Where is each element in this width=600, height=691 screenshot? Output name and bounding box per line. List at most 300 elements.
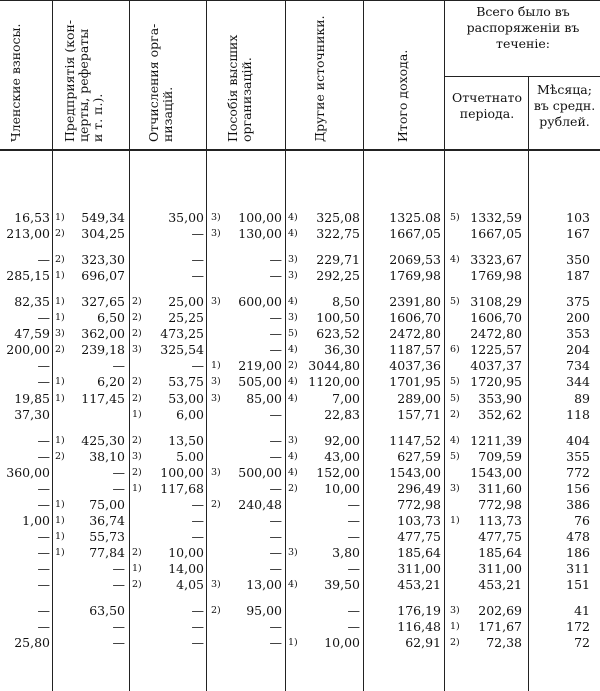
- cell-o: 13,50: [168, 432, 204, 448]
- footnote-marker: 2): [450, 637, 460, 649]
- footnote-marker: 3): [211, 212, 221, 223]
- cell-d: 22,83: [324, 406, 360, 422]
- cell-d: 7,00: [332, 390, 360, 406]
- group-header-rule: [444, 76, 600, 77]
- cell-p: 55,73: [89, 528, 125, 544]
- footnote-marker: 1): [55, 312, 65, 324]
- cell-s: 100,00: [238, 210, 282, 225]
- footnote-marker: 1): [450, 621, 460, 633]
- footnote-marker: 1): [55, 498, 65, 510]
- cell-m: 16,53: [14, 210, 50, 225]
- footnote-marker: 1): [55, 546, 65, 558]
- cell-t: 1325.08: [389, 210, 441, 225]
- cell-r: 311,00: [478, 561, 522, 576]
- cell-t: 2391,80: [389, 294, 441, 310]
- cell-t: 1667,05: [389, 226, 441, 242]
- cell-p: 323,30: [81, 252, 125, 268]
- table-row: [0, 449, 600, 465]
- footnote-marker: 4): [288, 450, 298, 462]
- cell-r: 185,64: [478, 544, 522, 560]
- cell-r: 709,59: [478, 448, 522, 464]
- cell-mo: 355: [566, 448, 590, 464]
- cell-t: 4037,36: [389, 358, 441, 374]
- cell-p: 362,00: [81, 326, 125, 342]
- cell-d: 10,00: [324, 635, 360, 651]
- cell-t: 453,21: [397, 577, 441, 593]
- cell-d: —: [347, 528, 360, 544]
- cell-r: 3323,67: [470, 252, 522, 268]
- cell-m: —: [37, 528, 50, 544]
- cell-d: 3,80: [332, 544, 360, 560]
- cell-r: 3108,29: [470, 294, 522, 310]
- footnote-marker: 3): [211, 579, 221, 591]
- cell-s: —: [269, 561, 282, 576]
- cell-s: 95,00: [246, 603, 282, 619]
- cell-d: 152,00: [316, 464, 360, 480]
- footnote-marker: 2): [211, 498, 221, 510]
- footnote-marker: 3): [211, 466, 221, 478]
- cell-m: 360,00: [6, 464, 50, 480]
- footnote-marker: 4): [288, 228, 298, 240]
- cell-t: 2472,80: [389, 326, 441, 342]
- cell-r: 1211,39: [470, 432, 522, 448]
- cell-r: 171,67: [478, 619, 522, 635]
- cell-p: 696,07: [81, 268, 125, 284]
- cell-m: 213,00: [6, 226, 50, 242]
- table-row: [0, 481, 600, 497]
- cell-r: 352,62: [478, 406, 522, 422]
- footnote-marker: 3): [211, 296, 221, 308]
- cell-r: 4037,37: [470, 358, 522, 374]
- cell-r: 113,73: [478, 512, 522, 528]
- cell-o: 473,25: [160, 326, 204, 342]
- cell-m: —: [37, 619, 50, 635]
- footnote-marker: 1): [55, 296, 65, 308]
- cell-r: 353,90: [478, 390, 522, 406]
- table-row: [0, 561, 600, 577]
- cell-d: 43,00: [324, 448, 360, 464]
- footnote-marker: 4): [288, 466, 298, 478]
- footnote-marker: 3): [450, 605, 460, 617]
- cell-o: —: [191, 252, 204, 268]
- cell-p: —: [112, 464, 125, 480]
- cell-o: —: [191, 528, 204, 544]
- cell-m: 200,00: [6, 342, 50, 358]
- cell-m: —: [37, 448, 50, 464]
- cell-t: 296,49: [397, 480, 441, 496]
- cell-m: —: [37, 561, 50, 576]
- cell-p: 239,18: [81, 342, 125, 358]
- cell-m: —: [37, 310, 50, 326]
- footnote-marker: 5): [450, 450, 460, 462]
- footnote-marker: 1): [288, 637, 298, 649]
- cell-mo: 772: [566, 464, 590, 480]
- cell-r: 1225,57: [470, 342, 522, 358]
- table-row: [0, 374, 600, 390]
- cell-d: 36,30: [324, 342, 360, 358]
- cell-mo: 311: [566, 561, 590, 576]
- header-higher-org-grants: Пособія высших организацій.: [225, 34, 254, 142]
- footnote-marker: 1): [55, 270, 65, 282]
- footnote-marker: 1): [132, 482, 142, 494]
- cell-s: —: [269, 635, 282, 651]
- footnote-marker: 1): [132, 408, 142, 420]
- cell-mo: 353: [566, 326, 590, 342]
- footnote-marker: 5): [450, 296, 460, 308]
- table-row: [0, 310, 600, 326]
- cell-r: 1667,05: [470, 226, 522, 242]
- cell-s: —: [269, 406, 282, 422]
- footnote-marker: 2): [132, 296, 142, 308]
- cell-d: —: [347, 603, 360, 619]
- footnote-marker: 1): [132, 563, 142, 574]
- cell-p: 6,20: [97, 374, 125, 390]
- table-row: [0, 326, 600, 342]
- cell-m: —: [37, 544, 50, 560]
- cell-mo: 41: [574, 603, 590, 619]
- cell-p: —: [112, 619, 125, 635]
- cell-t: 627,59: [397, 448, 441, 464]
- cell-t: 1606,70: [389, 310, 441, 326]
- cell-d: 1120,00: [308, 374, 360, 390]
- cell-p: —: [112, 577, 125, 593]
- header-monthly-average: Мѣсяца; въ средн. рублей.: [533, 82, 596, 129]
- cell-t: 1769,98: [389, 268, 441, 284]
- cell-r: 453,21: [478, 577, 522, 593]
- cell-o: 25,25: [168, 310, 204, 326]
- cell-d: 10,00: [324, 480, 360, 496]
- table-row: [0, 268, 600, 284]
- footnote-marker: 2): [55, 228, 65, 240]
- cell-r: 72,38: [486, 635, 522, 651]
- cell-d: —: [347, 512, 360, 528]
- table-row: [0, 545, 600, 561]
- cell-s: —: [269, 326, 282, 342]
- footnote-marker: 2): [132, 546, 142, 558]
- cell-t: 477,75: [397, 528, 441, 544]
- cell-mo: 103: [566, 210, 590, 225]
- cell-s: —: [269, 310, 282, 326]
- cell-t: 1187,57: [389, 342, 441, 358]
- cell-mo: 478: [566, 528, 590, 544]
- cell-s: —: [269, 252, 282, 268]
- cell-m: 25,80: [14, 635, 50, 651]
- table-row: [0, 407, 600, 423]
- cell-o: 325,54: [160, 342, 204, 358]
- cell-t: 62,91: [405, 635, 441, 651]
- header-bottom-rule: [0, 149, 600, 151]
- table-row: [0, 603, 600, 619]
- footnote-marker: 1): [55, 376, 65, 388]
- cell-m: —: [37, 603, 50, 619]
- cell-m: —: [37, 252, 50, 268]
- cell-r: 1606,70: [470, 310, 522, 326]
- cell-mo: 187: [566, 268, 590, 284]
- table-row: [0, 358, 600, 374]
- cell-o: —: [191, 619, 204, 635]
- cell-mo: 204: [566, 342, 590, 358]
- table-row: [0, 391, 600, 407]
- footnote-marker: 5): [288, 328, 298, 340]
- cell-d: 322,75: [316, 226, 360, 242]
- cell-p: —: [112, 561, 125, 576]
- cell-mo: 76: [574, 512, 590, 528]
- cell-d: —: [347, 496, 360, 512]
- footnote-marker: 3): [211, 392, 221, 404]
- cell-mo: 167: [566, 226, 590, 242]
- footnote-marker: 3): [288, 312, 298, 324]
- footnote-marker: 5): [450, 212, 460, 223]
- cell-s: —: [269, 432, 282, 448]
- footnote-marker: 2): [132, 434, 142, 446]
- footnote-marker: 3): [288, 270, 298, 282]
- cell-t: 311,00: [397, 561, 441, 576]
- cell-t: 116,48: [397, 619, 441, 635]
- cell-o: 4,05: [176, 577, 204, 593]
- footnote-marker: 1): [55, 392, 65, 404]
- table-row: [0, 529, 600, 545]
- cell-mo: 156: [566, 480, 590, 496]
- cell-p: 425,30: [81, 432, 125, 448]
- cell-d: 8,50: [332, 294, 360, 310]
- cell-d: 100,50: [316, 310, 360, 326]
- cell-s: —: [269, 480, 282, 496]
- cell-m: 19,85: [14, 390, 50, 406]
- footnote-marker: 1): [55, 212, 65, 223]
- cell-p: —: [112, 480, 125, 496]
- cell-s: —: [269, 512, 282, 528]
- cell-p: —: [112, 358, 125, 374]
- footnote-marker: 2): [55, 450, 65, 462]
- cell-mo: 344: [566, 374, 590, 390]
- cell-mo: 404: [566, 432, 590, 448]
- cell-s: 240,48: [238, 496, 282, 512]
- cell-m: —: [37, 358, 50, 374]
- cell-o: 5.00: [176, 448, 204, 464]
- cell-s: 505,00: [238, 374, 282, 390]
- cell-t: 1147,52: [389, 432, 441, 448]
- cell-r: 311,60: [478, 480, 522, 496]
- cell-p: 549,34: [81, 210, 125, 225]
- footnote-marker: 2): [132, 312, 142, 324]
- cell-p: 75,00: [89, 496, 125, 512]
- cell-mo: 186: [566, 544, 590, 560]
- cell-d: —: [347, 619, 360, 635]
- cell-d: 229,71: [316, 252, 360, 268]
- cell-o: —: [191, 268, 204, 284]
- cell-p: 6,50: [97, 310, 125, 326]
- table-row: [0, 635, 600, 651]
- footnote-marker: 4): [450, 434, 460, 446]
- cell-p: 36,74: [89, 512, 125, 528]
- footnote-marker: 1): [211, 360, 221, 372]
- cell-p: 63,50: [89, 603, 125, 619]
- footnote-marker: 1): [55, 530, 65, 542]
- cell-d: 292,25: [316, 268, 360, 284]
- cell-r: 1720,95: [470, 374, 522, 390]
- header-org-deductions: Отчисления орга- низацій.: [146, 23, 175, 142]
- cell-m: 1,00: [22, 512, 50, 528]
- cell-mo: 386: [566, 496, 590, 512]
- cell-o: 6,00: [176, 406, 204, 422]
- top-rule: [0, 0, 600, 1]
- table-row: [0, 577, 600, 593]
- footnote-marker: 4): [288, 212, 298, 223]
- cell-r: 477,75: [478, 528, 522, 544]
- cell-o: 53,75: [168, 374, 204, 390]
- cell-o: 14,00: [168, 561, 204, 576]
- cell-t: 2069,53: [389, 252, 441, 268]
- cell-o: 100,00: [160, 464, 204, 480]
- cell-t: 289,00: [397, 390, 441, 406]
- footnote-marker: 2): [132, 328, 142, 340]
- footnote-marker: 3): [450, 482, 460, 494]
- footnote-marker: 2): [288, 482, 298, 494]
- header-reporting-period: Отчетнато періода.: [452, 90, 522, 121]
- footnote-marker: 4): [288, 376, 298, 388]
- cell-d: 39,50: [324, 577, 360, 593]
- table-row: [0, 619, 600, 635]
- cell-o: 35,00: [168, 210, 204, 225]
- cell-s: —: [269, 448, 282, 464]
- footnote-marker: 3): [132, 344, 142, 356]
- cell-s: —: [269, 544, 282, 560]
- cell-mo: 172: [566, 619, 590, 635]
- footnote-marker: 2): [132, 376, 142, 388]
- cell-s: 600,00: [238, 294, 282, 310]
- cell-t: 103,73: [397, 512, 441, 528]
- footnote-marker: 2): [132, 392, 142, 404]
- footnote-marker: 3): [55, 328, 65, 340]
- cell-o: 10,00: [168, 544, 204, 560]
- footnote-marker: 3): [132, 450, 142, 462]
- cell-o: —: [191, 226, 204, 242]
- footnote-marker: 1): [55, 514, 65, 526]
- cell-o: 53,00: [168, 390, 204, 406]
- header-total-available-group: Всего было въ распоряженіи въ теченіе:: [466, 4, 580, 51]
- footnote-marker: 4): [450, 254, 460, 266]
- cell-r: 1332,59: [470, 210, 522, 225]
- cell-d: 92,00: [324, 432, 360, 448]
- table-row: [0, 513, 600, 529]
- cell-m: —: [37, 432, 50, 448]
- cell-mo: 734: [566, 358, 590, 374]
- cell-m: 285,15: [6, 268, 50, 284]
- header-other-sources: Другие источники.: [312, 15, 327, 142]
- cell-m: —: [37, 496, 50, 512]
- cell-m: 82,35: [14, 294, 50, 310]
- cell-s: 85,00: [246, 390, 282, 406]
- cell-o: 117,68: [160, 480, 204, 496]
- footnote-marker: 3): [211, 228, 221, 240]
- cell-s: 219,00: [238, 358, 282, 374]
- cell-t: 185,64: [397, 544, 441, 560]
- cell-s: 13,00: [246, 577, 282, 593]
- cell-t: 176,19: [397, 603, 441, 619]
- table-row: [0, 294, 600, 310]
- cell-mo: 72: [574, 635, 590, 651]
- cell-s: 500,00: [238, 464, 282, 480]
- cell-d: —: [347, 561, 360, 576]
- cell-t: 157,71: [397, 406, 441, 422]
- table-row: [0, 497, 600, 513]
- footnote-marker: 1): [55, 434, 65, 446]
- footnote-marker: 5): [450, 376, 460, 388]
- footnote-marker: 1): [450, 514, 460, 526]
- table-row: [0, 342, 600, 358]
- cell-o: —: [191, 512, 204, 528]
- cell-r: 2472,80: [470, 326, 522, 342]
- cell-t: 1701,95: [389, 374, 441, 390]
- footnote-marker: 4): [288, 344, 298, 356]
- table-row: [0, 210, 600, 226]
- table-row: [0, 465, 600, 481]
- cell-o: —: [191, 358, 204, 374]
- cell-p: 38,10: [89, 448, 125, 464]
- footnote-marker: 6): [450, 344, 460, 356]
- cell-d: 3044,80: [308, 358, 360, 374]
- cell-o: —: [191, 635, 204, 651]
- cell-o: —: [191, 603, 204, 619]
- cell-d: 325,08: [316, 210, 360, 225]
- cell-r: 1543,00: [470, 464, 522, 480]
- cell-r: 1769,98: [470, 268, 522, 284]
- cell-o: —: [191, 496, 204, 512]
- header-enterprises: Предприятія (кон- церты, рефераты и т. п.).: [62, 19, 105, 142]
- footnote-marker: 2): [132, 579, 142, 591]
- footnote-marker: 2): [132, 466, 142, 478]
- footnote-marker: 3): [211, 376, 221, 388]
- footnote-marker: 4): [288, 296, 298, 308]
- cell-s: —: [269, 268, 282, 284]
- footnote-marker: 4): [288, 579, 298, 591]
- table-row: [0, 252, 600, 268]
- header-membership-dues: Членские взносы.: [8, 23, 23, 142]
- cell-s: —: [269, 342, 282, 358]
- cell-m: 47,59: [14, 326, 50, 342]
- footnote-marker: 3): [288, 434, 298, 446]
- cell-mo: 118: [566, 406, 590, 422]
- cell-p: 117,45: [81, 390, 125, 406]
- table-row: [0, 433, 600, 449]
- cell-mo: 89: [574, 390, 590, 406]
- cell-mo: 350: [566, 252, 590, 268]
- cell-p: 304,25: [81, 226, 125, 242]
- footnote-marker: 2): [211, 605, 221, 617]
- cell-t: 772,98: [397, 496, 441, 512]
- footnote-marker: 2): [55, 344, 65, 356]
- header-total-income: Итого дохода.: [395, 49, 410, 142]
- cell-t: 1543,00: [389, 464, 441, 480]
- cell-s: —: [269, 619, 282, 635]
- cell-m: —: [37, 374, 50, 390]
- cell-m: —: [37, 480, 50, 496]
- footnote-marker: 2): [55, 254, 65, 266]
- cell-m: 37,30: [14, 406, 50, 422]
- cell-d: 623,52: [316, 326, 360, 342]
- footnote-marker: 3): [288, 254, 298, 266]
- cell-s: —: [269, 528, 282, 544]
- cell-mo: 375: [566, 294, 590, 310]
- cell-o: 25,00: [168, 294, 204, 310]
- cell-s: 130,00: [238, 226, 282, 242]
- footnote-marker: 2): [450, 408, 460, 420]
- cell-r: 772,98: [478, 496, 522, 512]
- table-row: [0, 226, 600, 242]
- cell-p: 327,65: [81, 294, 125, 310]
- cell-p: —: [112, 635, 125, 651]
- cell-mo: 200: [566, 310, 590, 326]
